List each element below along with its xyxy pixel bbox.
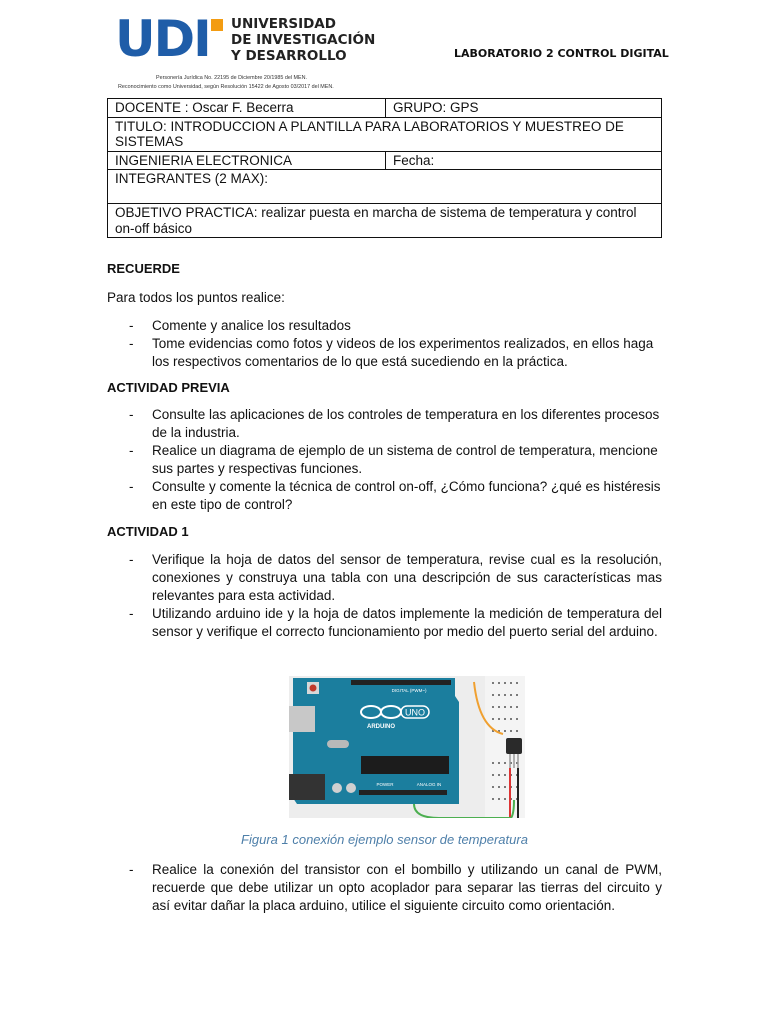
list-item: - Consulte las aplicaciones de los controles de temperatura en los diferentes procesos de la industria. (107, 406, 662, 442)
analog-pins-label: ANALOG IN (416, 782, 442, 787)
logo-orange-square (211, 19, 223, 31)
actividad-1-list-continued (107, 861, 662, 915)
fecha-cell: Fecha: (386, 151, 662, 170)
objetivo-cell: OBJETIVO PRACTICA: realizar puesta en marcha de sistema de temperatura y control on-off básico (108, 204, 662, 238)
arduino-circuit-image (289, 676, 525, 818)
university-name (231, 16, 375, 64)
list-item: - Verifique la hoja de datos del sensor de temperatura, revise cual es la resolución, conexiones y construya una tabla con una descripción de sus características mas relevantes para esta actividad. (107, 551, 662, 605)
logo-line-3: Y DESARROLLO (231, 48, 347, 64)
power-pins-label: POWER (376, 782, 394, 787)
list-item: - Comente y analice los resultados (107, 317, 662, 335)
list-item: - Tome evidencias como fotos y videos de los experimentos realizados, en ellos haga los respectivos comentarios de lo que está sucediendo en la práctica. (107, 335, 662, 371)
list-item: - Realice la conexión del transistor con el bombillo y utilizando un canal de PWM, recuerde que debe utilizar un opto acoplador para separar las tierras del circuito y así evitar dañar la placa arduino, utilice el siguiente circuito como orientación. (107, 861, 662, 915)
legal-notice (118, 74, 438, 92)
arduino-circuit-illustration (289, 676, 525, 818)
board-name-label: ARDUINO (367, 724, 395, 730)
list-item: - Consulte y comente la técnica de control on-off, ¿Cómo funciona? ¿qué es histéresis en este tipo de control? (107, 478, 662, 514)
docente-cell: DOCENTE : Oscar F. Becerra (108, 99, 386, 118)
course-info-table (107, 98, 662, 238)
actividad-1-heading: ACTIVIDAD 1 (107, 524, 189, 539)
grupo-cell: GRUPO: GPS (386, 99, 662, 118)
lab-title: LABORATORIO 2 CONTROL DIGITAL (454, 47, 669, 60)
legal-line-1: Personería Jurídica No. 22195 de Diciembre 20/1985 del MEN. (156, 75, 308, 81)
titulo-cell: TITULO: INTRODUCCION A PLANTILLA PARA LABORATORIOS Y MUESTREO DE SISTEMAS (108, 117, 662, 151)
programa-cell: INGENIERIA ELECTRONICA (108, 151, 386, 170)
integrantes-cell: INTEGRANTES (2 MAX): (108, 170, 662, 204)
university-logo-mark: UDI (115, 10, 210, 68)
list-item: - Utilizando arduino ide y la hoja de datos implemente la medición de temperatura del sensor y verifique el correcto funcionamiento por medio del puerto serial del arduino. (107, 605, 662, 641)
board-model-label: UNO (405, 707, 425, 718)
logo-line-1: UNIVERSIDAD (231, 16, 336, 32)
digital-pins-label: DIGITAL (PWM~) (391, 688, 427, 693)
legal-line-2: Reconocimiento como Universidad, según Resolución 15422 de Agosto 03/2017 del MEN. (118, 84, 334, 90)
actividad-1-list (107, 551, 662, 641)
actividad-previa-heading: ACTIVIDAD PREVIA (107, 380, 230, 395)
list-item: - Realice un diagrama de ejemplo de un sistema de control de temperatura, mencione sus partes y respectivas funciones. (107, 442, 662, 478)
recuerde-intro: Para todos los puntos realice: (107, 290, 285, 305)
actividad-previa-list (107, 406, 662, 514)
recuerde-list (107, 317, 662, 371)
figure-caption: Figura 1 conexión ejemplo sensor de temperatura (241, 832, 528, 847)
logo-line-2: DE INVESTIGACIÓN (231, 32, 376, 48)
recuerde-heading: RECUERDE (107, 261, 180, 276)
